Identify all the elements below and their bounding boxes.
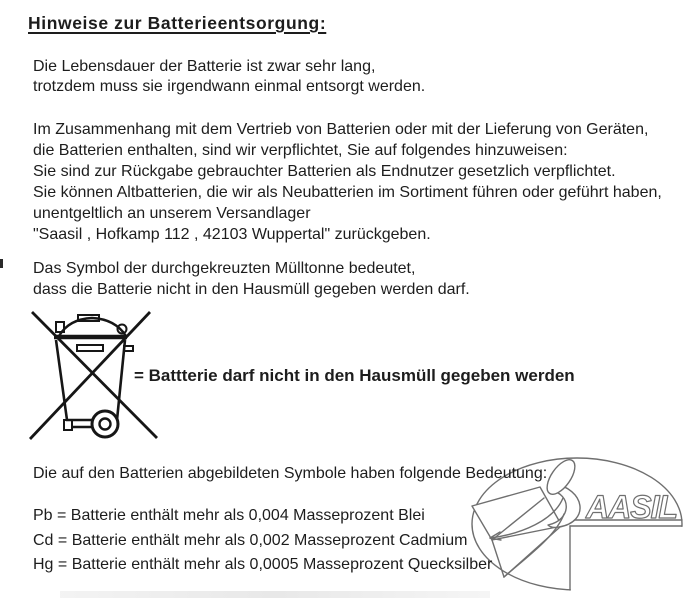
- legend-item-hg: Hg = Batterie enthält mehr als 0,0005 Masseprozent Quecksilber: [33, 556, 493, 573]
- saasil-watermark-logo: [460, 432, 684, 600]
- text-line: Sie können Altbatterien, die wir als Neubatterien im Sortiment führen oder geführt haben,: [33, 184, 662, 201]
- text-line: Sie sind zur Rückgabe gebrauchter Batterien als Endnutzer gesetzlich verpflichtet.: [33, 163, 616, 180]
- legend-intro: Die auf den Batterien abgebildeten Symbole haben folgende Bedeutung:: [33, 465, 548, 482]
- paragraph-symbol-meaning: [33, 258, 470, 300]
- text-line: unentgeltlich an unserem Versandlager: [33, 205, 311, 222]
- paragraph-lifespan: [33, 57, 425, 97]
- scan-artifact: [60, 591, 490, 598]
- paragraph-return-obligation: [33, 119, 662, 245]
- legend-list: [33, 504, 492, 578]
- text-line: Die Lebensdauer der Batterie ist zwar sehr lang,: [33, 58, 376, 75]
- watermark-letters: AASIL: [586, 489, 677, 525]
- page-title: Hinweise zur Batterieentsorgung:: [28, 13, 327, 33]
- return-address-line: "Saasil , Hofkamp 112 , 42103 Wuppertal" zurückgeben.: [33, 226, 431, 243]
- text-line: Im Zusammenhang mit dem Vertrieb von Batterien oder mit der Lieferung von Geräten,: [33, 121, 649, 138]
- legend-item-cd: Cd = Batterie enthält mehr als 0,002 Masseprozent Cadmium: [33, 531, 468, 549]
- bin-symbol-label: = Battterie darf nicht in den Hausmüll gegeben werden: [134, 366, 575, 385]
- scan-speck: [0, 259, 3, 268]
- text-line: trotzdem muss sie irgendwann einmal entsorgt werden.: [33, 78, 426, 95]
- text-line: dass die Batterie nicht in den Hausmüll gegeben werden darf.: [33, 281, 470, 298]
- text-line: Das Symbol der durchgekreuzten Mülltonne bedeutet,: [33, 260, 416, 277]
- legend-item-pb: Pb = Batterie enthält mehr als 0,004 Masseprozent Blei: [33, 507, 425, 524]
- text-line: die Batterien enthalten, sind wir verpflichtet, Sie auf folgendes hinzuweisen:: [33, 142, 568, 159]
